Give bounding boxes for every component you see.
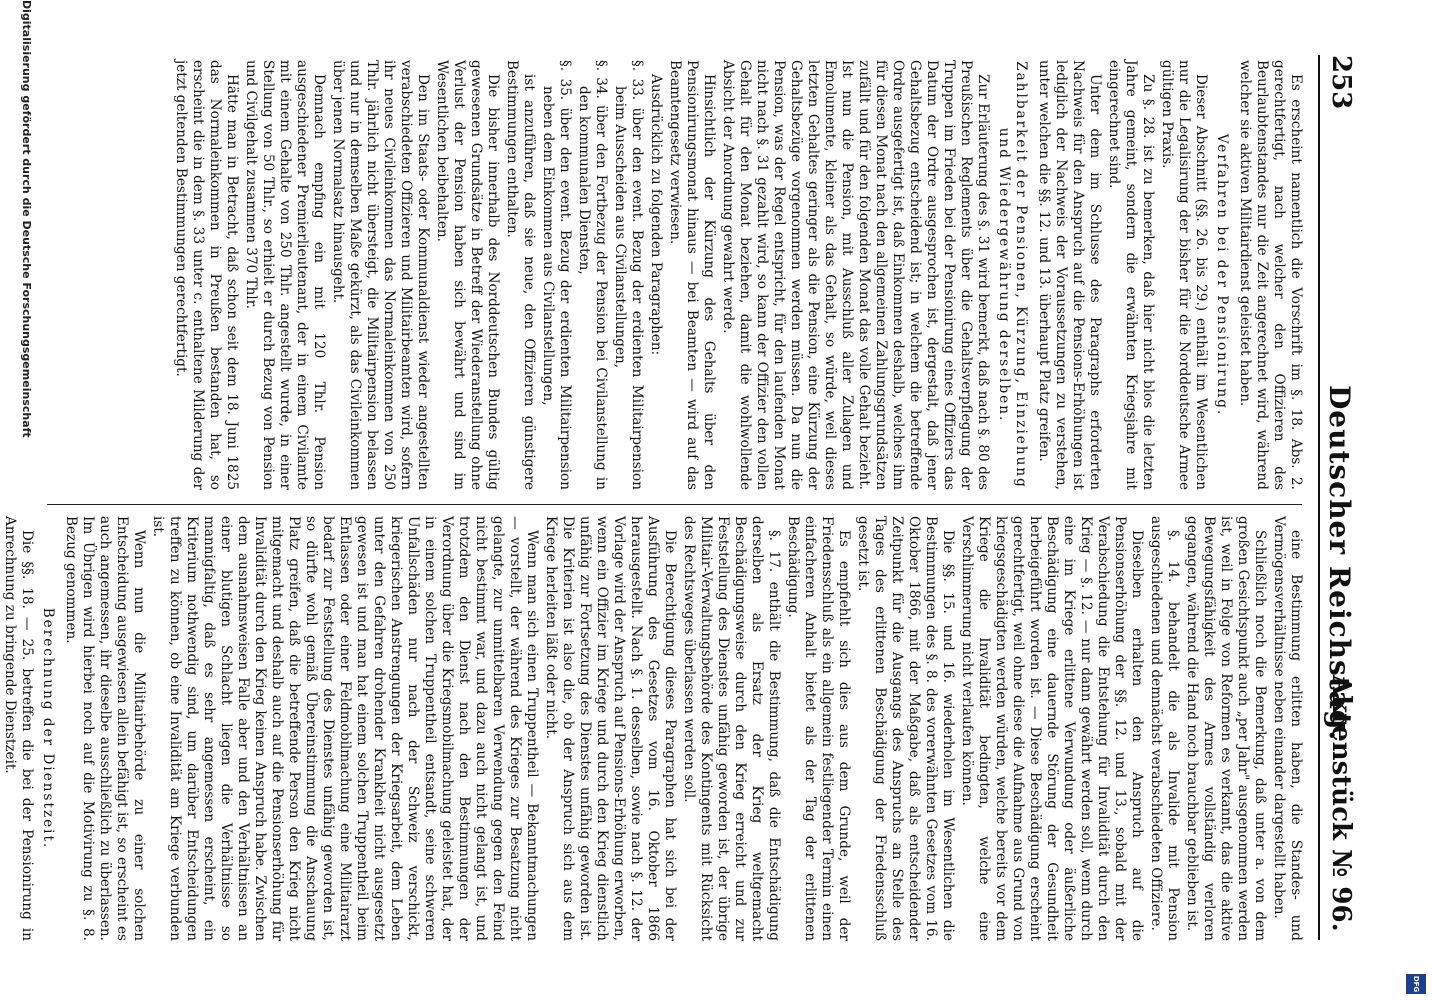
journal-title: Deutscher Reichstag. (1323, 385, 1356, 742)
paragraph: ist anzuführen, daß sie neue, den Offizieren günstigere Bestimmungen enthalten. (504, 60, 537, 490)
paragraph: Hinsichtlich der Kürzung des Gehalts über den Pensionirungsmonat hinaus — bei Beamten — wird auf das Beamtengesetz verwiesen. (667, 60, 717, 490)
paragraph: Es empfiehlt sich dies aus dem Grunde, weil der Friedensschluß als ein allgemein festliegender Termin einen einfacheren Anhalt bietet als der Tag der erlittenen Beschädigung. (785, 516, 852, 941)
paragraph: §. 14. behandelt die als Invalide mit Pension ausgeschiedenen und demnächst verabschiedeten Offiziere. (1148, 516, 1181, 941)
paragraph: Die Berechtigung dieses Paragraphen hat sich bei der Ausführung des Gesetzes vom 16. Oktober 1866 herausgestellt. Nach §. 1. desselben, sowie nach §. 12. der Vorlage wird der Anspruch auf Pensions-Erhöhung erworben, wenn ein Offizier im Kriege und durch den Krieg dienstlich unfähig zur Fortsetzung des Dienstes unfähig geworden ist. Die Kriterien ist also die, ob der Anspruch sich aus dem Kriege herleiten läßt oder nicht. (543, 516, 678, 941)
paragraph: Zur Erläuterung des §. 31 wird bemerkt, daß nach §. 80 des Preußischen Reglements über die Gehaltsverpflegung der Truppen im Frieden bei der Pensionirung eines Offiziers das Datum der Ordre ausgesprochen ist, dergestalt, daß jener Gehaltsbezug entscheidend ist; in welchem die betreffende Ordre ausgefertigt ist, daß Einkommen deshalb, welches ihm für diesen Monat nach den allgemeinen Zahlungsgrundsätzen zufällt und für den folgenden Monat das volle Gehalt bezieht. Ist nun die Pension, mit Ausschluß aller Zulagen und Emolumente, kleiner als das Gehalt, so würde, weil dieses letzten Gehaltes geringer als die Pension, eine Kürzung der Gehaltsbezüge vorgenommen werden müssen. Da nun die Pension, was der Regel entspricht, für den laufenden Monat nicht nach §. 31 gezahlt wird, so kann der Offizier den vollen Gehalt für den Monat beziehen, damit die wohlwollende Absicht der Anordnung gewahrt werde. (720, 60, 991, 490)
right-text-column (2, 516, 1304, 941)
paragraph: Die §§. 15. und 16. wiederholen im Wesentlichen die Bestimmungen des §. 8. des vorerwähnten Gesetzes vom 16. Oktober 1866, mit der Maßgabe, daß als entscheidender Zeitpunkt für die Ausgangs des Anspruchs an Stelle des Tages des erlittenen Beschädigung der Friedensschluß gesetzt ist. (855, 516, 956, 941)
paragraph: Unter dem im Schlusse des Paragraphs erforderten Nachweis für den Anspruch auf die Pensions-Erhöhungen ist lediglich der Nachweis der Voraussetzungen zu verstehen, unter welchen die §§. 12. und 13. überhaupt Platz greifen. (1036, 60, 1103, 490)
dfg-logo-text: DFG (1412, 975, 1420, 993)
page-number: 253 (1326, 55, 1356, 110)
digitization-credit: Digitalisierung gefördert durch die Deutsche Forschungsgemeinschaft (20, 0, 33, 438)
paragraph: §. 35. über den event. Bezug der erdienten Militairpension neben dem Einkommen aus Civilanstellungen, (540, 60, 573, 490)
paragraph: Demnach empfing ein mit 120 Thlr. Pension ausgeschiedener Premierlieutenant, der in einem Civilamte mit einem Gehalte von 250 Thlr. angestellt wurde, in einer Stellung von 50 Thlr., so erhielt er durch Bezug von Pension und Civilgehalt zusammen 370 Thlr. (243, 60, 327, 490)
paragraph: Dieser Abschnitt (§§. 26. bis 29.) enthält im Wesentlichen nur die Legalisirung der bisher für die Norddeutsche Armee gültigen Praxis. (1159, 60, 1209, 490)
column-divider (47, 504, 1302, 505)
paragraph: Zu §. 28. ist zu bemerken, daß hier nicht blos die letzten Jahre gemeint, sondern die erwähnten Kriegsjahre mit eingerechnet sind. (1106, 60, 1156, 490)
paragraph: Dieselben erhalten den Anspruch auf die Pensionserhöhung der §§. 12. und 13., sobald mit der Verabschiedung die Entstehung für Invalidität durch den Krieg — §. 12. — nur dann gewährt werden soll, wenn durch eine im Kriege erlittene Verwundung oder äußerliche Beschädigung eine dauernde Störung der Gesundheit herbeigeführt worden ist. — Diese Beschädigung erscheint gerechtfertigt, weil ohne diese die Aufnahme aus Grund von kriegsgeschädigten werden würden, welche bereits vor dem Kriege die Invalidität bedingten, welche eine Verschlimmerung nicht verlaufen können. (959, 516, 1145, 941)
section-heading: Verfahren bei der Pensionirung. (1214, 133, 1230, 417)
paragraph: eine Bestimmung erlitten haben, die Standes- und Vermögensverhältnisse neben einander dargestellt haben. (1271, 516, 1304, 941)
paragraph: §. 34. über den Fortbezug der Pension bei Civilanstellung in den kommunalen Diensten, (576, 60, 609, 490)
paragraph: Die bisher innerhalb des Norddeutschen Bundes gültig gewesenen Grundsätze in Betreff der Wiederanstellung ohne Verlust der Pension haben sich bewährt und sind im Wesentlichen beibehalten. (434, 60, 501, 490)
paragraph: Die §§. 18. — 25. betreffen die bei der Pensionirung in Anrechnung zu bringende Dienstzeit. (2, 516, 35, 941)
dfg-logo (1406, 974, 1426, 994)
paragraph: Ausdrücklich zu folgenden Paragraphen: (648, 74, 664, 356)
paragraph: Hätte man in Betracht, daß schon seit dem 18. Juni 1825 das Normaleinkommen in Preußen bestanden hat, so erscheint die in dem §. 33 unter c. enthaltene Milderung der jetzt geltenden Bestimmungen gerechtfertigt. (173, 60, 240, 490)
paragraph: §. 33. über den event. Bezug der erdienten Militairpension beim Ausscheiden aus Civilanstellungen, (612, 60, 645, 490)
paragraph: Es erscheint namentlich die Vorschrift im §. 18. Abs. 2. gerechtfertigt, nach welcher den Offizieren des Beurlaubtenstandes nur die Zeit angerechnet wird, während welcher sie aktiven Militairdienst geleistet haben. (1237, 60, 1304, 490)
paragraph: Schließlich noch die Bemerkung, daß unter a. von dem großen Gesichtspunkt auch „per Jahr" ausgenommen werden ist, weil in Folge von Reformen es verkannt, das die aktive Bewegungsfähigkeit des Armes vollständig verloren gegangen, während die Hand noch brauchbar geblieben ist. (1184, 516, 1268, 941)
paragraph: §. 17. enthält die Bestimmung, daß die Entschädigung derselben als Ersatz der Krieg weltgemacht Beschädigungsweise durch den Krieg erreicht und zur Feststellung des Dienstes unfähig geworden ist, der übrige Militair-Verwaltungsbehörde des Kontingents mit Rücksicht des Rechtsweges überlassen werden soll. (681, 516, 782, 941)
page-header (1322, 55, 1362, 935)
issue-label: Aktenstück № 96. (1326, 675, 1356, 932)
section-heading: Berechnung der Dienstzeit. (40, 607, 56, 850)
paragraph: Wenn man sich einen Truppentheil — Bekanntmachungen — vorstellt, der während des Krieges zur Besatzung nicht gelangte, zur unmittelbaren Verwendung gegen den Feind nicht bestimmt war, und dazu auch nicht gelangt ist, und trotzdem den Dienst nach den Bestimmungen der Verordnung über die Kriegsmobilmachung geleistet hat, der in einem solchen Truppentheil entsandt, seine schweren Unfallschäden nur nach der Schweiz verschickt, kriegerischen Anstrengungen der Kriegsarbeit, dem Leben unter den Gefahren drohender Krankheit nicht ausgesetzt gewesen ist und man hat einem solchen Truppentheil beim Entlassen oder einer Feldmobilmachung eine Militairarzt bedarf zur Feststellung des Dienstes unfähig geworden ist, so dürfte wohl gemäß Übereinstimmung die Anschauung Platz greifen, daß die betreffende Person den Krieg nicht mitgemacht und deshalb auch auf die Pensionserhöhung für Invalidität durch den Krieg keinen Anspruch habe. Zwischen dem ausnahmsweisen Falle aber und den Verhältnissen an einer blutigen Schlacht liegen die Verhältnisse so mannigfaltig, daß es sehr angemessen erscheint, ein Kriterium nothwendig sind, um darüber Entscheidungen treffen zu können, ob eine Invalidität am Kriege verbunden ist. (150, 516, 540, 941)
header-rule (1318, 55, 1320, 940)
section-heading: Zahlbarkeit der Pensionen, Kürzung, Einziehung und Wiedergewährung derselben. (996, 61, 1029, 489)
paragraph: Wenn nun die Militairbehörde zu einer solchen Entscheidung ausgewiesen allein befähigt ist, so erscheint es auch angemessen, ihr dieselbe ausschließlich zu überlassen. Im Übrigen wird hierbei noch auf die Motivirung zu §. 8. Bezug genommen. (63, 516, 147, 941)
left-text-column (42, 60, 1304, 490)
paragraph: Den im Staats- oder Kommunaldienst wieder angestellten verabschiedeten Offizieren und Militairbeamten wird, sofern ihr neues Civileinkommen das Normaleinkommen von 250 Thlr. jährlich nicht übersteigt, die Militairpension belassen und nur in demselben Maße gekürzt, als das Civileinkommen über jenen Normalsatz hinausgeht. (330, 60, 431, 490)
digitization-footer (14, 0, 36, 1000)
